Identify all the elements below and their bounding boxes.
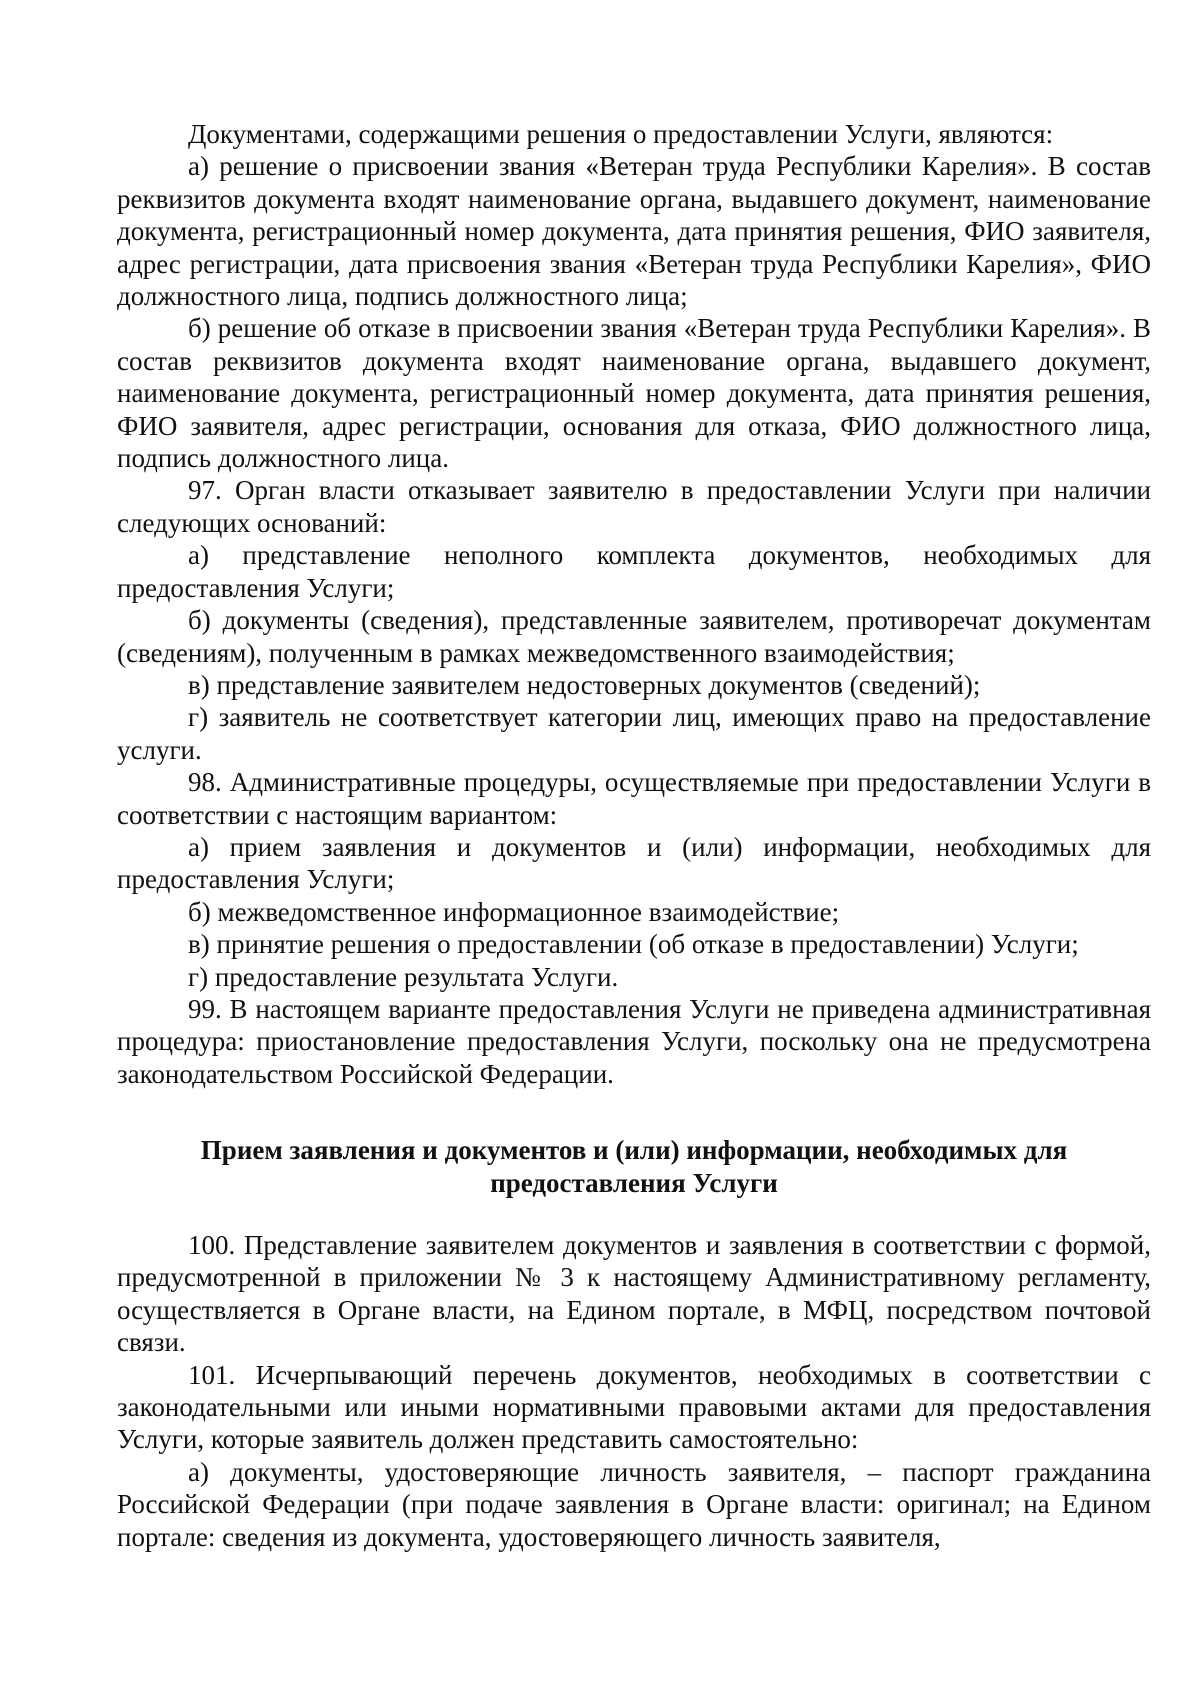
paragraph-item-a-decision: а) решение о присвоении звания «Ветеран труда Республики Карелия». В состав реквизитов документа входят наименование органа, выдавшего документ, наименование документа, регистрационный номер документа, дата принятия решения, ФИО заявителя, адрес регистрации, дата присвоения звания «Ветеран труда Республики Карелия», ФИО должностного лица, подпись должностного лица; xyxy=(117,151,1151,312)
paragraph-97-a: а) представление неполного комплекта документов, необходимых для предоставления Услуги; xyxy=(117,540,1151,603)
section-heading xyxy=(117,1134,1151,1199)
paragraph-99: 99. В настоящем варианте предоставления Услуги не приведена административная процедура: приостановление предоставления Услуги, поскольку она не предусмотрена законодательством Российской Федерации. xyxy=(117,993,1151,1089)
spacer xyxy=(117,1199,1151,1229)
paragraph-101: 101. Исчерпывающий перечень документов, необходимых в соответствии с законодательными или иными нормативными правовыми актами для предоставления Услуги, которые заявитель должен представить самостоятельно: xyxy=(117,1359,1151,1455)
paragraph-98-b: б) межведомственное информационное взаимодействие; xyxy=(188,896,840,927)
paragraph-101-a: а) документы, удостоверяющие личность заявителя, – паспорт гражданина Российской Федерации (при подаче заявления в Органе власти: оригинал; на Едином портале: сведения из документа, удостоверяющего личность заявителя, xyxy=(117,1456,1151,1552)
paragraph-97-c: в) представление заявителем недостоверных документов (сведений); xyxy=(188,669,981,700)
paragraph-intro: Документами, содержащими решения о предоставлении Услуги, являются: xyxy=(188,119,1054,149)
paragraph-98-c: в) принятие решения о предоставлении (об отказе в предоставлении) Услуги; xyxy=(188,929,1079,960)
paragraph-98-d: г) предоставление результата Услуги. xyxy=(188,961,619,992)
section-heading-line-1: Прием заявления и документов и (или) информации, необходимых для xyxy=(200,1135,1068,1166)
paragraph-100: 100. Представление заявителем документов и заявления в соответствии с формой, предусмотренной в приложении № 3 к настоящему Административному регламенту, осуществляется в Органе власти, на Едином портале, в МФЦ, посредством почтовой связи. xyxy=(117,1230,1151,1358)
paragraph-97: 97. Орган власти отказывает заявителю в предоставлении Услуги при наличии следующих оснований: xyxy=(117,475,1151,538)
section-heading-line-2: предоставления Услуги xyxy=(490,1167,778,1198)
paragraph-97-d: г) заявитель не соответствует категории лиц, имеющих право на предоставление услуги. xyxy=(117,702,1151,765)
document-page xyxy=(117,118,1151,1553)
spacer xyxy=(117,1090,1151,1134)
paragraph-98: 98. Административные процедуры, осуществляемые при предоставлении Услуги в соответствии с настоящим вариантом: xyxy=(117,767,1151,830)
paragraph-98-a: а) прием заявления и документов и (или) информации, необходимых для предоставления Услуги; xyxy=(117,831,1151,895)
paragraph-item-b-refusal: б) решение об отказе в присвоении звания «Ветеран труда Республики Карелия». В состав реквизитов документа входят наименование органа, выдавшего документ, наименование документа, регистрационный номер документа, дата принятия решения, ФИО заявителя, адрес регистрации, основания для отказа, ФИО должностного лица, подпись должностного лица. xyxy=(117,313,1151,474)
paragraph-97-b: б) документы (сведения), представленные заявителем, противоречат документам (сведениям), полученным в рамках межведомственного взаимодействия; xyxy=(117,605,1151,668)
